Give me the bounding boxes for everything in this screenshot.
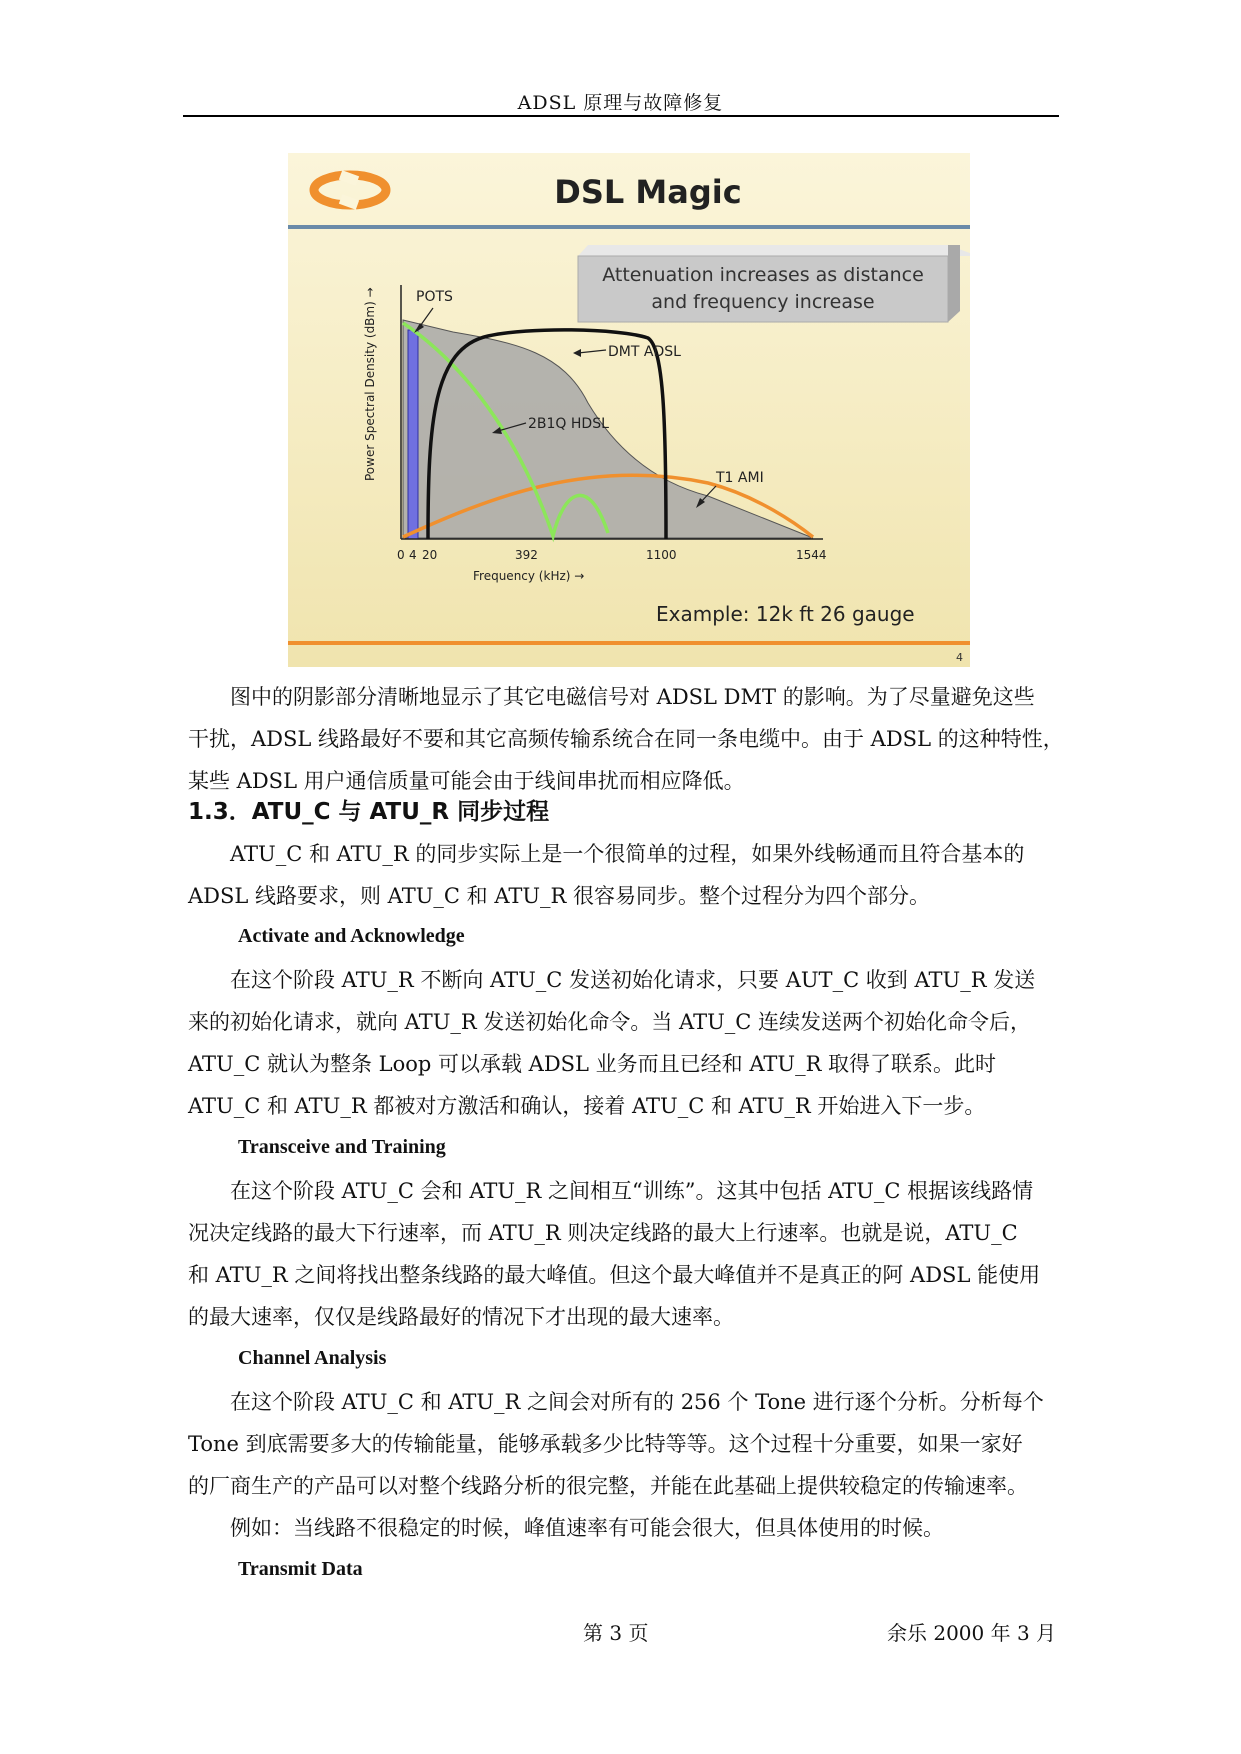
x-axis-label: Frequency (kHz) → xyxy=(473,569,585,583)
footer-rule xyxy=(288,641,970,645)
slide-title: DSL Magic xyxy=(554,173,742,211)
paragraph-line: 来的初始化请求，就向 ATU_R 发送初始化命令。当 ATU_C 连续发送两个初始化命令后， xyxy=(188,1010,1032,1034)
title-rule xyxy=(288,225,970,229)
paragraph-line: ATU_C 和 ATU_R 的同步实际上是一个很简单的过程，如果外线畅通而且符合基本的 xyxy=(230,842,1025,866)
label-hdsl: 2B1Q HDSL xyxy=(528,416,609,432)
paragraph-line: 况决定线路的最大下行速率，而 ATU_R 则决定线路的最大上行速率。也就是说，ATU_C xyxy=(188,1221,1018,1245)
paragraph-line: 例如：当线路不很稳定的时候，峰值速率有可能会很大，但具体使用的时候。 xyxy=(230,1516,944,1540)
paragraph-5 xyxy=(188,1381,1048,1549)
x-tick-20: 20 xyxy=(422,548,438,562)
dsl-magic-slide xyxy=(288,153,970,667)
author-date: 余乐 2000 年 3 月 xyxy=(887,1621,1057,1645)
paragraph-line: 的厂商生产的产品可以对整个线路分析的很完整，并能在此基础上提供较稳定的传输速率。 xyxy=(188,1474,1028,1498)
callout-line2: and frequency increase xyxy=(651,291,875,313)
slide-number: 4 xyxy=(956,651,963,664)
slide-background xyxy=(288,153,970,667)
label-pots: POTS xyxy=(416,289,453,305)
section-title: 1.3．ATU_C 与 ATU_R 同步过程 xyxy=(188,799,550,825)
page-number: 第 3 页 xyxy=(583,1621,649,1645)
paragraph-line: ATU_C 和 ATU_R 都被对方激活和确认，接着 ATU_C 和 ATU_R 开始进入下一步。 xyxy=(188,1094,986,1118)
paragraph-line: 的最大速率，仅仅是线路最好的情况下才出现的最大速率。 xyxy=(188,1305,734,1329)
subheading-transmit-data: Transmit Data xyxy=(238,1558,363,1580)
page-header: ADSL 原理与故障修复 xyxy=(517,92,724,114)
paragraph-line: Tone 到底需要多大的传输能量，能够承载多少比特等等。这个过程十分重要，如果一家好 xyxy=(188,1432,1023,1456)
callout-line1: Attenuation increases as distance xyxy=(602,264,924,286)
x-tick-4: 4 xyxy=(409,548,417,562)
x-tick-0: 0 xyxy=(397,548,405,562)
paragraph-line: ADSL 线路要求，则 ATU_C 和 ATU_R 很容易同步。整个过程分为四个部分。 xyxy=(188,884,931,908)
paragraph-2 xyxy=(188,833,1048,917)
paragraph-line: ATU_C 就认为整条 Loop 可以承载 ADSL 业务而且已经和 ATU_R 取得了联系。此时 xyxy=(188,1052,997,1076)
pots-bar xyxy=(408,330,418,539)
paragraph-line: 干扰，ADSL 线路最好不要和其它高频传输系统合在同一条电缆中。由于 ADSL 的这种特性， xyxy=(188,727,1064,751)
paragraph-line: 图中的阴影部分清晰地显示了其它电磁信号对 ADSL DMT 的影响。为了尽量避免这些 xyxy=(230,685,1035,709)
example-caption: Example: 12k ft 26 gauge xyxy=(656,602,915,626)
x-tick-1100: 1100 xyxy=(646,548,677,562)
subheading-channel-analysis: Channel Analysis xyxy=(238,1347,387,1369)
paragraph-line: 和 ATU_R 之间将找出整条线路的最大峰值。但这个最大峰值并不是真正的阿 ADSL 能使用 xyxy=(188,1263,1041,1287)
label-dmt-adsl: DMT ADSL xyxy=(608,344,681,360)
paragraph-line: 在这个阶段 ATU_C 和 ATU_R 之间会对所有的 256 个 Tone 进行逐个分析。分析每个 xyxy=(230,1390,1044,1414)
x-tick-392: 392 xyxy=(515,548,538,562)
subheading-transceive: Transceive and Training xyxy=(238,1136,446,1158)
paragraph-1 xyxy=(188,676,1064,802)
paragraph-line: 在这个阶段 ATU_C 会和 ATU_R 之间相互“训练”。这其中包括 ATU_C 根据该线路情 xyxy=(230,1179,1034,1203)
y-axis-label: Power Spectral Density (dBm) → xyxy=(363,287,377,481)
paragraph-line: 某些 ADSL 用户通信质量可能会由于线间串扰而相应降低。 xyxy=(188,769,745,793)
header-rule xyxy=(183,115,1059,117)
label-t1-ami: T1 AMI xyxy=(716,470,764,486)
paragraph-4 xyxy=(188,1170,1048,1338)
subheading-activate: Activate and Acknowledge xyxy=(238,925,465,947)
paragraph-line: 在这个阶段 ATU_R 不断向 ATU_C 发送初始化请求，只要 AUT_C 收到 ATU_R 发送 xyxy=(230,968,1036,992)
x-tick-1544: 1544 xyxy=(796,548,827,562)
paragraph-3 xyxy=(188,959,1048,1127)
